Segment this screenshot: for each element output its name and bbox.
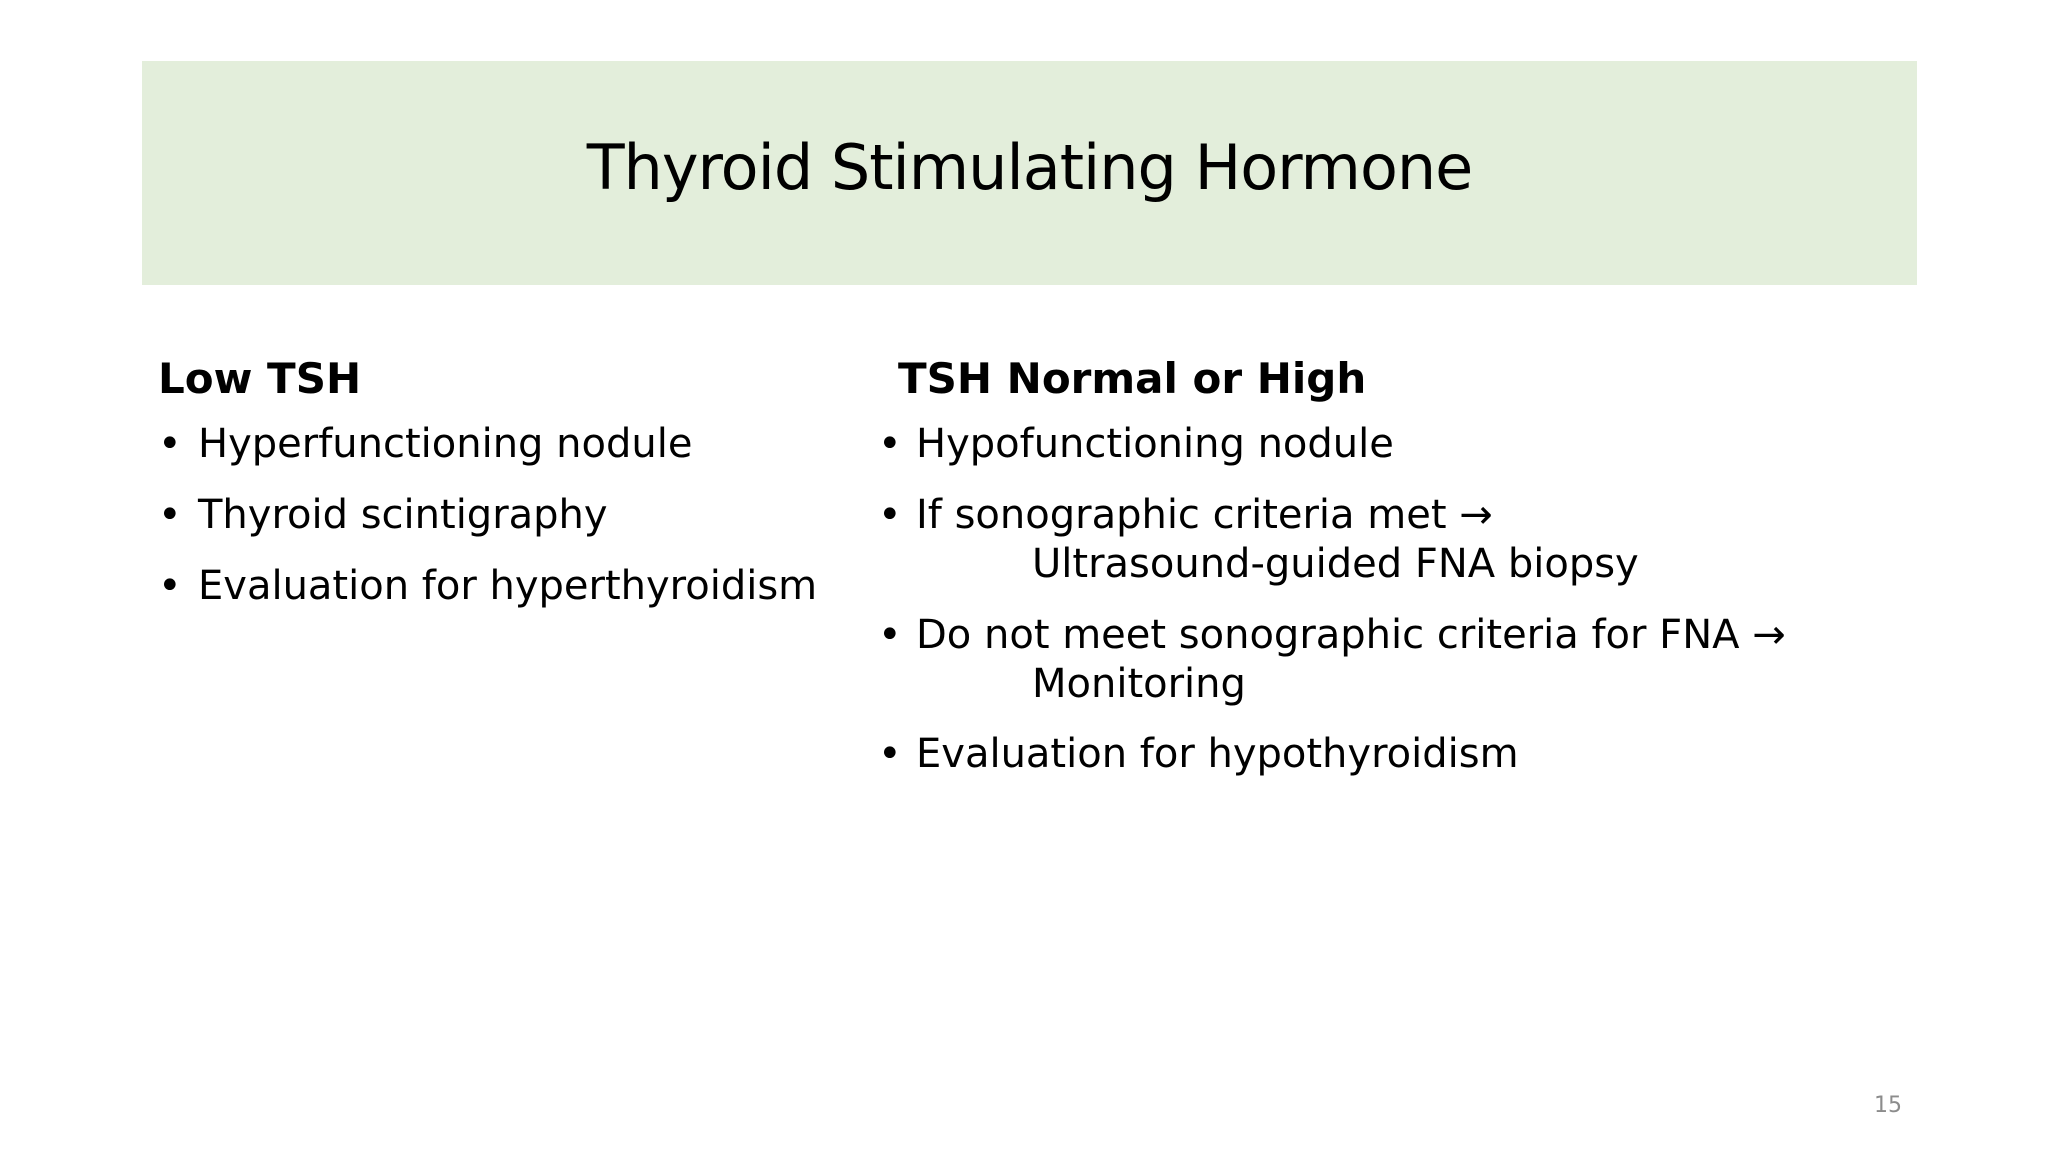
right-column-heading: TSH Normal or High bbox=[898, 354, 1367, 403]
list-item bbox=[878, 730, 1908, 779]
list-item-text: Hyperfunctioning nodule bbox=[198, 421, 693, 468]
bullet-icon: • bbox=[878, 421, 902, 468]
list-item-text: Thyroid scintigraphy bbox=[198, 492, 608, 539]
list-item-text: Evaluation for hyperthyroidism bbox=[198, 562, 818, 609]
list-item bbox=[158, 562, 858, 611]
list-item-subline: Ultrasound-guided FNA biopsy bbox=[1032, 540, 1639, 587]
bullet-icon: • bbox=[158, 562, 182, 609]
list-item-text: Hypofunctioning nodule bbox=[916, 421, 1394, 468]
bullet-icon: • bbox=[158, 421, 182, 468]
list-item bbox=[878, 491, 1908, 589]
slide-title: Thyroid Stimulating Hormone bbox=[586, 130, 1473, 204]
list-item bbox=[878, 420, 1908, 469]
left-column bbox=[158, 354, 858, 633]
right-column bbox=[878, 354, 1908, 801]
list-item bbox=[158, 491, 858, 540]
list-item-text: If sonographic criteria met → bbox=[916, 492, 1493, 539]
page-number: 15 bbox=[1874, 1093, 1902, 1118]
list-item-text: Evaluation for hypothyroidism bbox=[916, 731, 1519, 778]
list-item bbox=[158, 420, 858, 469]
bullet-icon: • bbox=[158, 492, 182, 539]
bullet-icon: • bbox=[878, 492, 902, 539]
right-bullet-list bbox=[878, 420, 1908, 779]
left-bullet-list bbox=[158, 420, 858, 610]
list-item-continuation: Monitoring bbox=[1032, 660, 1246, 707]
list-item bbox=[878, 611, 1908, 709]
title-band bbox=[142, 61, 1917, 285]
bullet-icon: • bbox=[878, 611, 902, 658]
left-column-heading: Low TSH bbox=[158, 354, 362, 403]
list-item-text: Do not meet sonographic criteria for FNA → bbox=[916, 611, 1786, 658]
bullet-icon: • bbox=[878, 731, 902, 778]
